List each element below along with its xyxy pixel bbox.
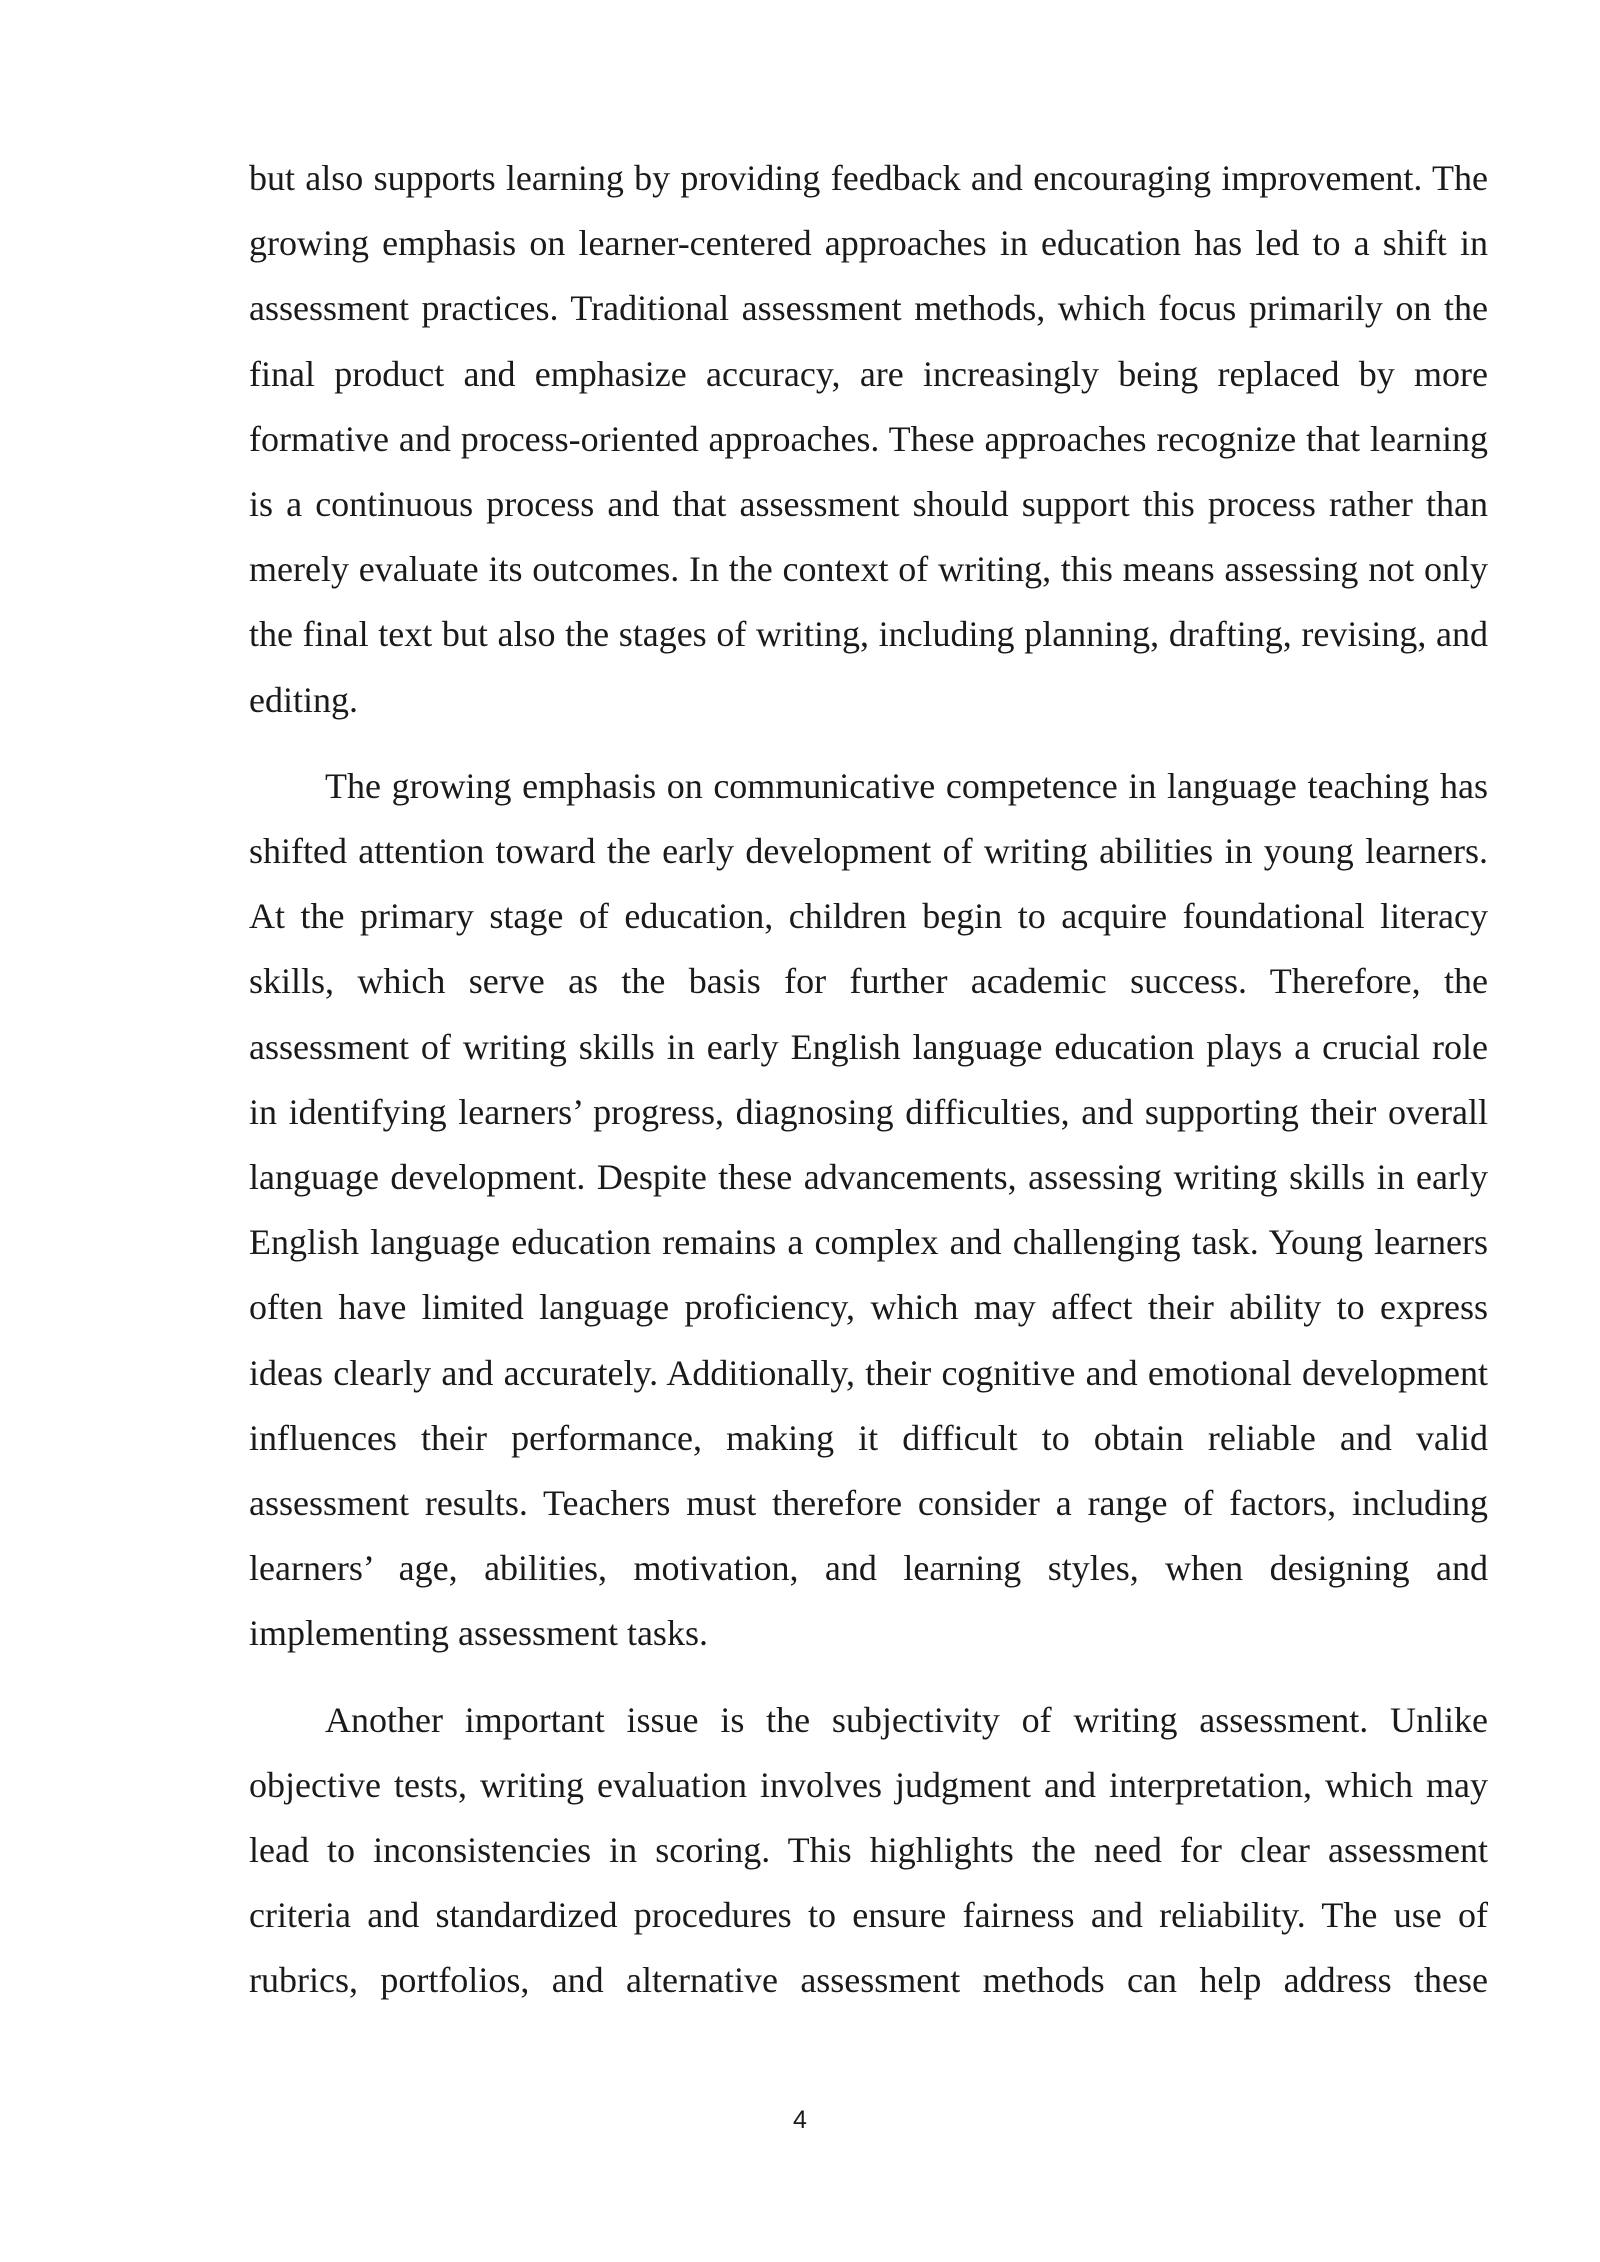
body-text <box>249 146 1488 2014</box>
page-number: 4 <box>793 2106 807 2134</box>
paragraph-3: Another important issue is the subjectivity of writing assessment. Unlike objective tests, writing evaluation involves judgment and interpretation, which may lead to inconsistencies in scoring. This highlights the need for clear assessment criteria and standardized procedures to ensure fairness and reliability. The use of rubrics, portfolios, and alternative assessment methods can help address these <box>249 1699 1488 2001</box>
paragraph-2: The growing emphasis on communicative competence in language teaching has shifted attention toward the early development of writing abilities in young learners. At the primary stage of education, children begin to acquire foundational literacy skills, which serve as the basis for further academic success. Therefore, the assessment of writing skills in early English language education plays a crucial role in identifying learners’ progress, diagnosing difficulties, and supporting their overall language development. Despite these advancements, assessing writing skills in early English language education remains a complex and challenging task. Young learners often have limited language proficiency, which may affect their ability to express ideas clearly and accurately. Additionally, their cognitive and emotional development influences their performance, making it difficult to obtain reliable and valid assessment results. Teachers must therefore consider a range of factors, including learners’ age, abilities, motivation, and learning styles, when designing and implementing assessment tasks. <box>249 765 1488 1654</box>
paragraph-1: but also supports learning by providing feedback and encouraging improvement. The growing emphasis on learner-centered approaches in education has led to a shift in assessment practices. Traditional assessment methods, which focus primarily on the final product and emphasize accuracy, are increasingly being replaced by more formative and process-oriented approaches. These approaches recognize that learning is a continuous process and that assessment should support this process rather than merely evaluate its outcomes. In the context of writing, this means assessing not only the final text but also the stages of writing, including planning, drafting, revising, and editing. <box>249 158 1488 720</box>
